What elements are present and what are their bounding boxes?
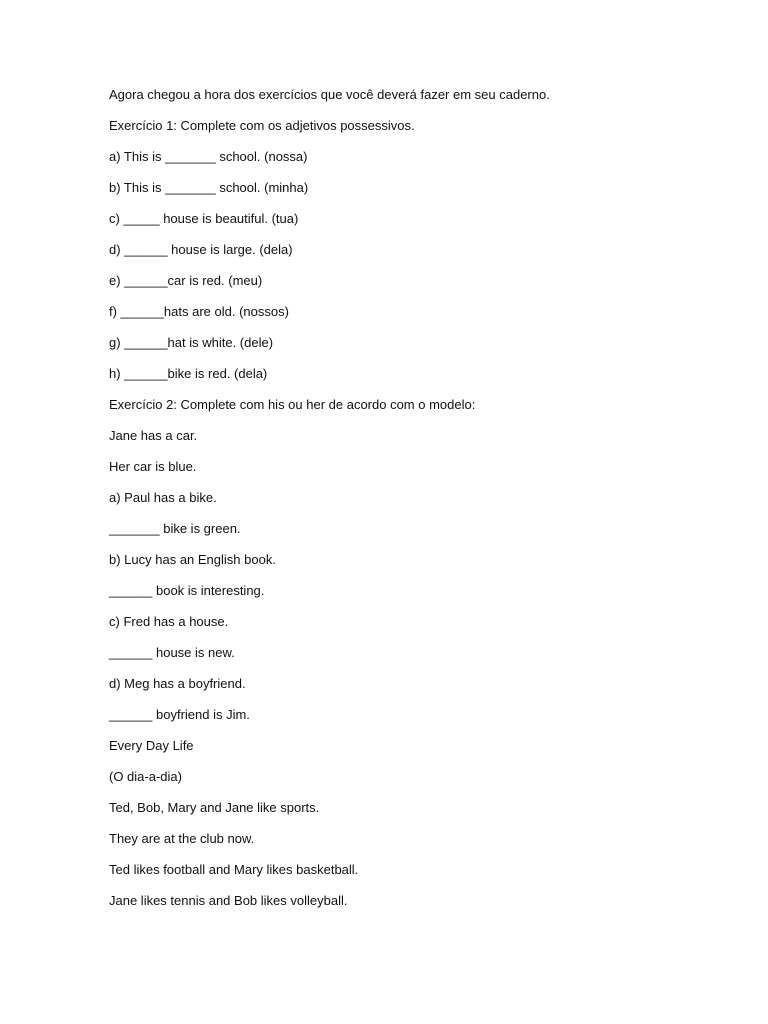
exercise-2-item-d-answer: ______ boyfriend is Jim. <box>109 707 250 722</box>
exercise-1-item-g: g) ______hat is white. (dele) <box>109 335 274 350</box>
exercise-2-item-a-answer: _______ bike is green. <box>109 521 241 536</box>
exercise-1-item-h: h) ______bike is red. (dela) <box>109 366 268 381</box>
exercise-1-item-c: c) _____ house is beautiful. (tua) <box>109 211 299 226</box>
exercise-2-item-b: b) Lucy has an English book. <box>109 552 276 567</box>
exercise-2-item-c: c) Fred has a house. <box>109 614 229 629</box>
exercise-1-item-d: d) ______ house is large. (dela) <box>109 242 293 257</box>
document-body <box>109 86 729 923</box>
reading-line-2: They are at the club now. <box>109 831 255 846</box>
reading-line-3: Ted likes football and Mary likes basketball. <box>109 862 359 877</box>
section-subtitle: (O dia-a-dia) <box>109 769 182 784</box>
reading-line-1: Ted, Bob, Mary and Jane like sports. <box>109 800 320 815</box>
exercise-2-item-b-answer: ______ book is interesting. <box>109 583 265 598</box>
exercise-1-item-a: a) This is _______ school. (nossa) <box>109 149 308 164</box>
exercise-1-item-b: b) This is _______ school. (minha) <box>109 180 309 195</box>
intro-text: Agora chegou a hora dos exercícios que você deverá fazer em seu caderno. <box>109 87 550 102</box>
exercise-2-item-d: d) Meg has a boyfriend. <box>109 676 246 691</box>
model-sentence-1: Jane has a car. <box>109 428 198 443</box>
reading-line-4: Jane likes tennis and Bob likes volleyball. <box>109 893 348 908</box>
section-title: Every Day Life <box>109 738 194 753</box>
exercise-1-item-f: f) ______hats are old. (nossos) <box>109 304 289 319</box>
exercise-2-heading: Exercício 2: Complete com his ou her de acordo com o modelo: <box>109 397 476 412</box>
exercise-2-item-a: a) Paul has a bike. <box>109 490 217 505</box>
exercise-2-item-c-answer: ______ house is new. <box>109 645 235 660</box>
exercise-1-item-e: e) ______car is red. (meu) <box>109 273 263 288</box>
exercise-1-heading: Exercício 1: Complete com os adjetivos possessivos. <box>109 118 415 133</box>
model-sentence-2: Her car is blue. <box>109 459 197 474</box>
